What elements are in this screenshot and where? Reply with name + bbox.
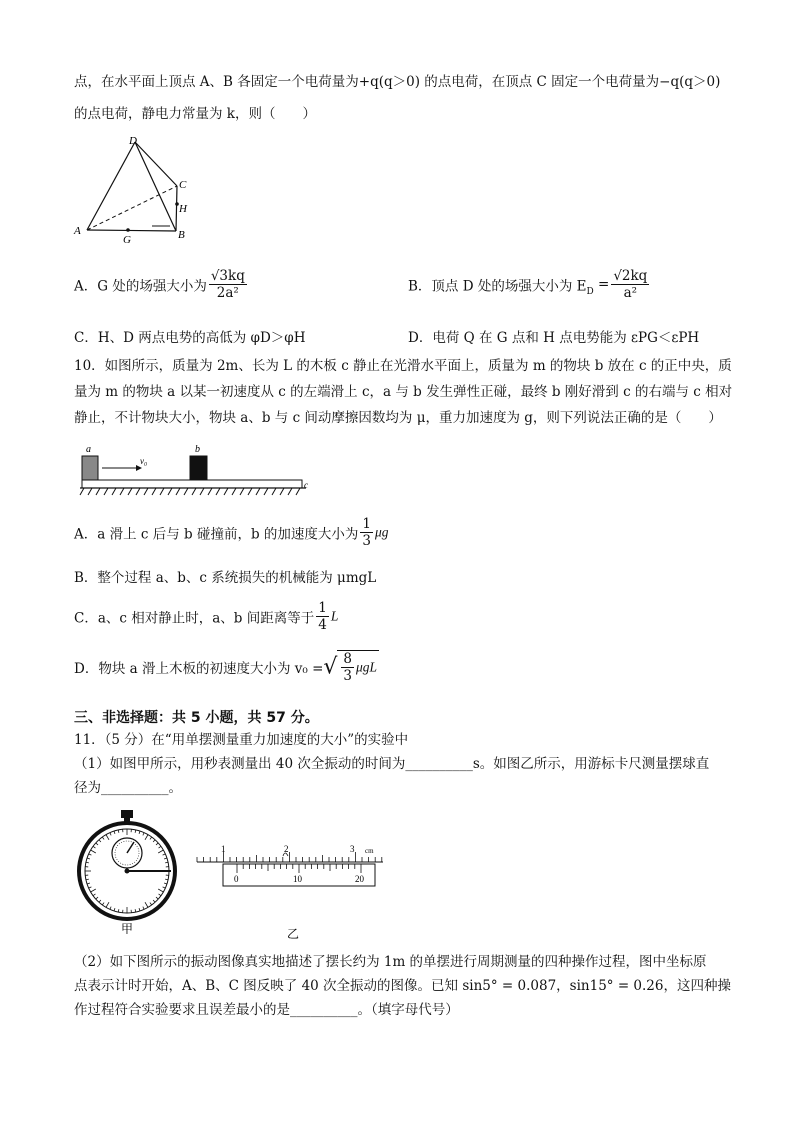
- q11-part1-line2: 径为__________。: [74, 780, 182, 796]
- q10-stem-line2: 量为 m 的物块 a 以某一初速度从 c 的左端滑上 c，a 与 b 发生弹性正碰，最终 b 刚好滑到 c 的右端与 c 相对: [74, 384, 733, 400]
- label-v0: v₀: [140, 456, 148, 466]
- q11-part2-line3: 作过程符合实验要求且误差最小的是__________。（填字母代号）: [74, 1002, 459, 1018]
- q10-option-c: C．a、c 相对静止时，a、b 间距离等于 $\frac{1}{4}$ L: [74, 600, 339, 633]
- q11-part1-line1: （1）如图甲所示，用秒表测量出 40 次全振动的时间为__________s。如图乙所示，用游标卡尺测量摆球直: [74, 756, 710, 772]
- label-B: B: [178, 229, 185, 241]
- label-A: A: [74, 225, 81, 237]
- q10-stem-line3: 静止，不计物块大小，物块 a、b 与 c 间动摩擦因数均为 μ，重力加速度为 g，则下列说法正确的是（ ）: [74, 410, 722, 426]
- tetrahedron-figure: [70, 130, 200, 245]
- stopwatch-figure: [72, 808, 182, 934]
- q9-stem-line2: 的点电荷，静电力常量为 k，则（ ）: [74, 106, 316, 122]
- q10-option-a: A．a 滑上 c 后与 b 碰撞前，b 的加速度大小为 $\frac{1}{3}$ μg: [74, 516, 389, 549]
- label-jia: 甲: [121, 922, 134, 934]
- label-G: G: [123, 234, 131, 245]
- q9-stem-line1: 点，在水平面上顶点 A、B 各固定一个电荷量为+q(q＞0) 的点电荷，在顶点 C 固定一个电荷量为−q(q＞0): [74, 74, 721, 90]
- section-heading: 三、非选择题：共 5 小题，共 57 分。: [74, 710, 319, 726]
- main-3: 3: [350, 844, 355, 854]
- q10-stem-line1: 10．如图所示，质量为 2m、长为 L 的木板 c 静止在光滑水平面上，质量为 m 的物块 b 放在 c 的正中央，质: [74, 358, 732, 374]
- q11-part2-line1: （2）如下图所示的振动图像真实地描述了摆长约为 1m 的单摆进行周期测量的四种操作过程，图中坐标原: [74, 954, 707, 970]
- caliper-figure: [195, 840, 395, 940]
- q10-option-d: D．物块 a 滑上木板的初速度大小为 v₀ =√ $\frac{8}{3}$ μgL: [74, 651, 378, 684]
- label-a: a: [86, 444, 91, 455]
- main-1: 1: [221, 844, 226, 854]
- vernier-10: 10: [293, 874, 302, 884]
- q11-stem: 11．（5 分）在“用单摆测量重力加速度的大小”的实验中: [74, 732, 409, 748]
- label-C: C: [179, 179, 187, 191]
- main-2: 2: [284, 844, 289, 854]
- q9-option-b: B．顶点 D 处的场强大小为 $E_D$ = $\frac{√2kq}{\text{a²}}$: [408, 268, 648, 301]
- label-c: c: [304, 480, 308, 490]
- q11-part2-line2: 点表示计时开始，A、B、C 图反映了 40 次全振动的图像。已知 sin5° = 0.087，sin15° = 0.26，这四种操: [74, 978, 731, 994]
- label-H: H: [179, 203, 187, 215]
- main-unit: cm: [365, 847, 374, 855]
- board-figure: [76, 438, 316, 500]
- q9-option-a: A．G 处的场强大小为 $\frac{√3kq}{\text{2a²}}$: [74, 268, 245, 301]
- vernier-20: 20: [355, 874, 364, 884]
- vernier-0: 0: [234, 874, 239, 884]
- q10-option-b: B．整个过程 a、b、c 系统损失的机械能为 μmgL: [74, 570, 377, 586]
- label-yi: 乙: [287, 927, 300, 940]
- q9-option-c: C．H、D 两点电势的高低为 φD＞φH: [74, 330, 306, 346]
- q9-option-d: D．电荷 Q 在 G 点和 H 点电势能为 εPG＜εPH: [408, 330, 700, 346]
- label-b: b: [195, 444, 200, 455]
- label-D: D: [129, 135, 137, 147]
